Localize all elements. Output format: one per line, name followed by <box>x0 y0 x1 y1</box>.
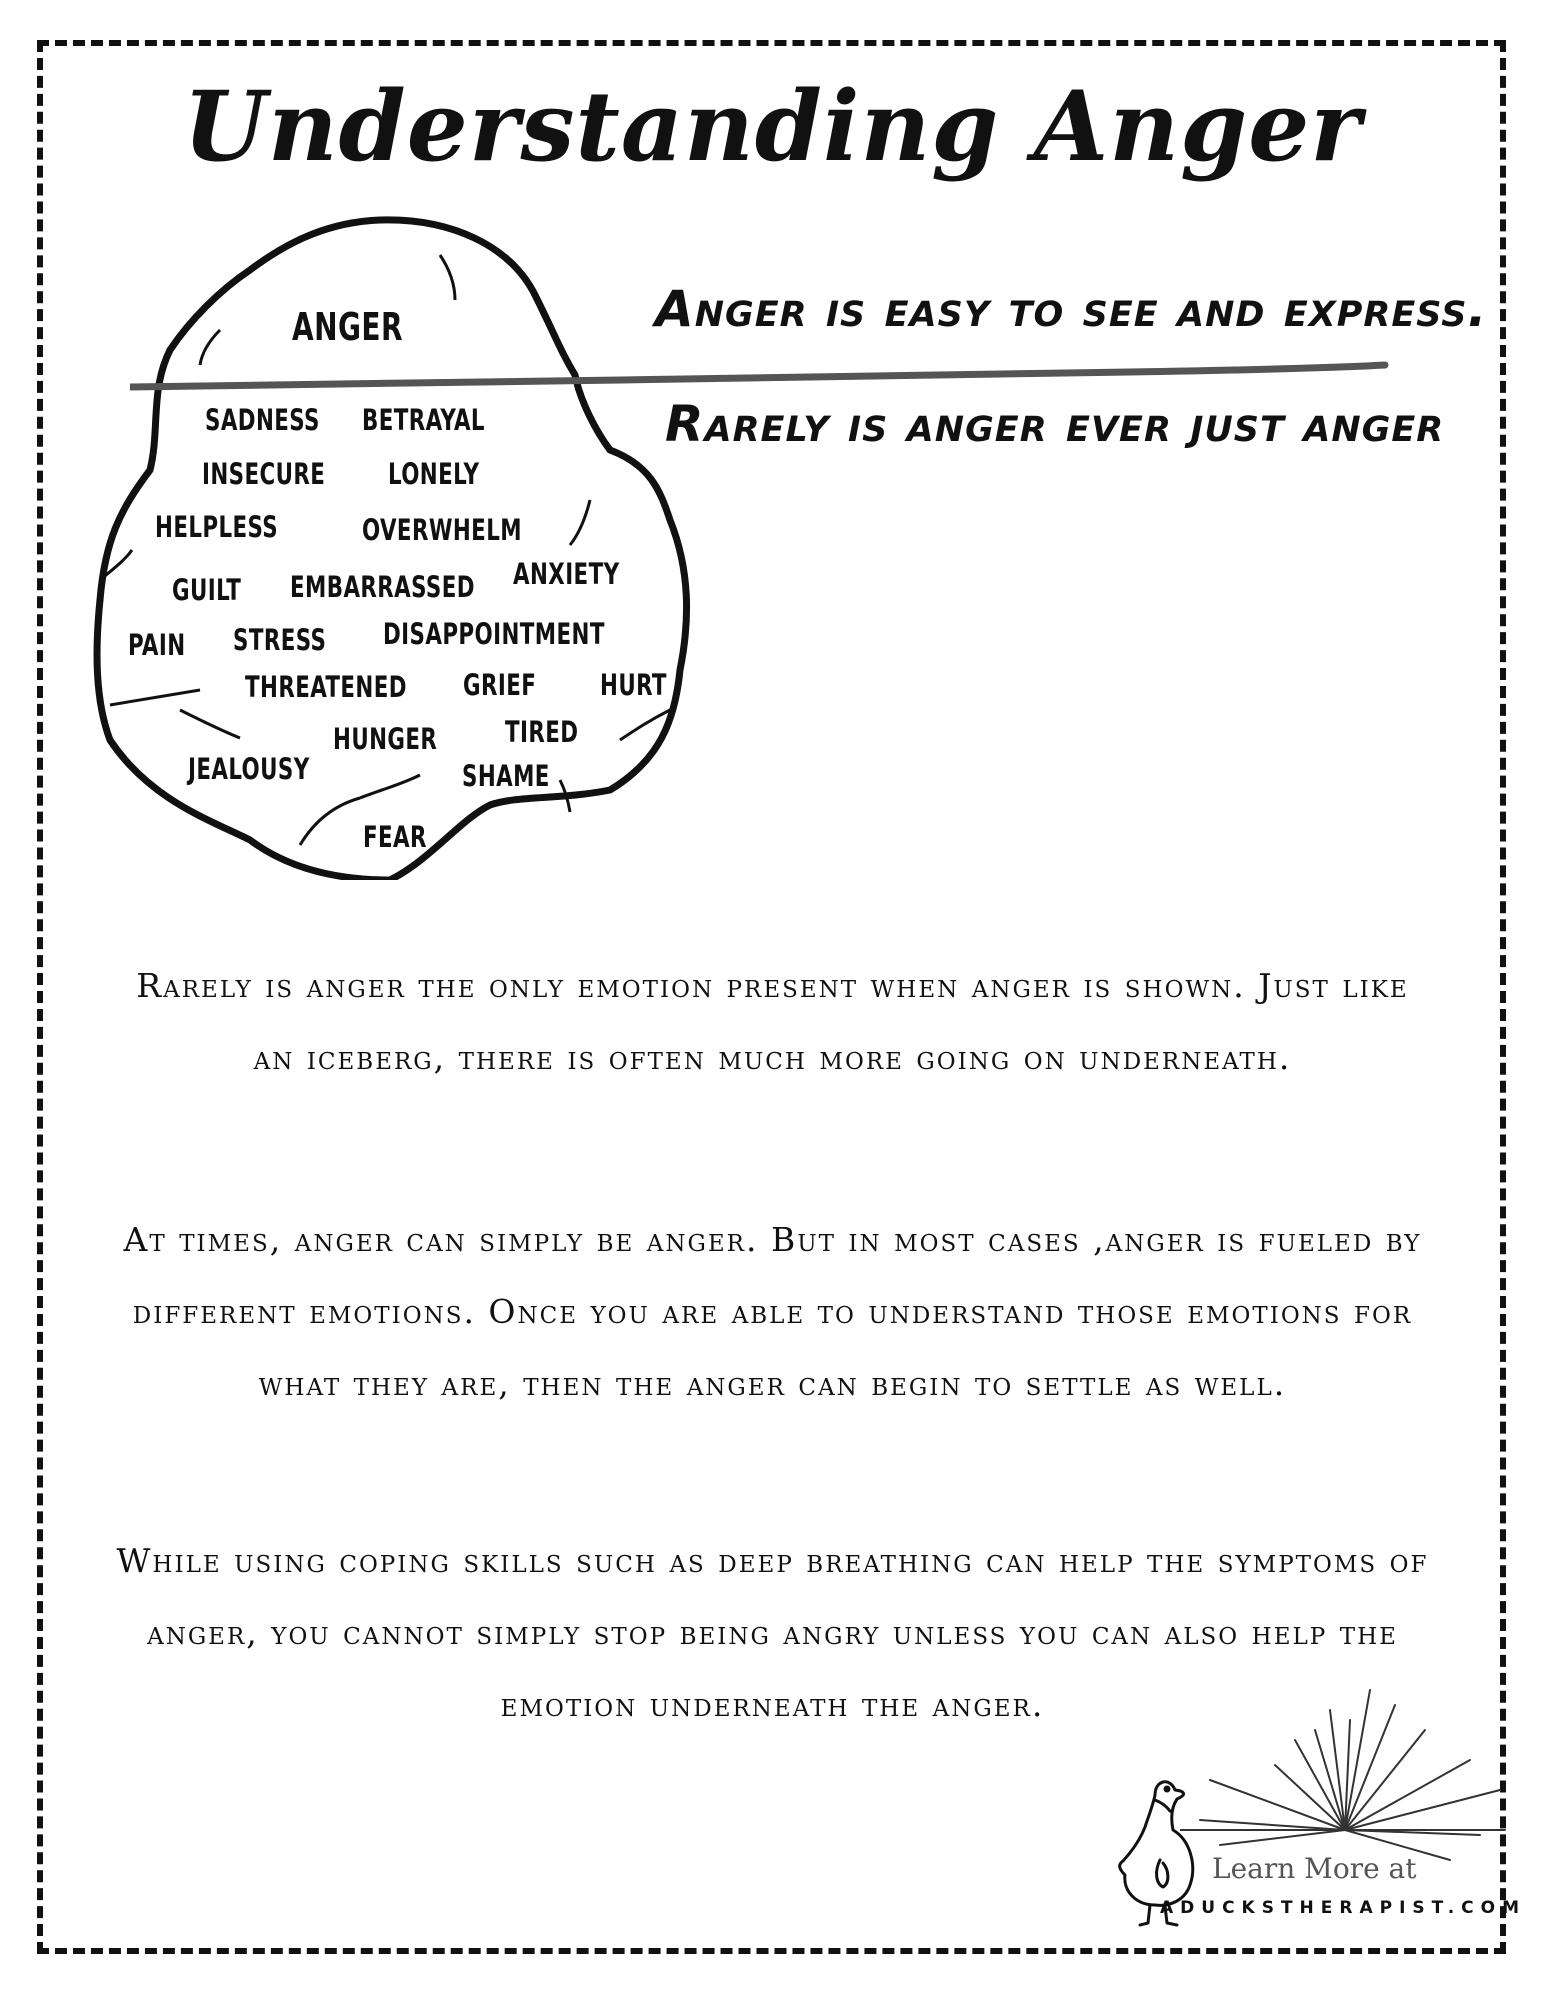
iceberg-anger-label: ANGER <box>292 305 403 349</box>
emotion-label: SHAME <box>462 759 550 793</box>
website-link[interactable]: ADUCKSTHERAPIST.COM <box>1160 1898 1526 1918</box>
emotion-label: FEAR <box>363 820 427 854</box>
paragraph-3: While using coping skills such as deep breathing can help the symptoms of anger, you cannot simply stop being angry unless you can also help the emotion underneath the anger. <box>116 1541 1429 1724</box>
page-title: Understanding Anger <box>183 70 1362 183</box>
emotion-label: GUILT <box>172 573 242 607</box>
emotion-label: INSECURE <box>202 457 326 491</box>
emotion-label: PAIN <box>128 628 186 662</box>
emotion-label: ANXIETY <box>513 557 620 591</box>
emotion-label: OVERWHELM <box>362 513 522 547</box>
emotion-label: GRIEF <box>463 668 537 702</box>
emotion-label: LONELY <box>388 457 480 491</box>
emotion-label: DISAPPOINTMENT <box>383 617 605 651</box>
emotion-label: SADNESS <box>205 403 320 437</box>
sunburst-icon <box>1180 1680 1510 1870</box>
paragraph-1: Rarely is anger the only emotion present when anger is shown. Just like an iceberg, there is often much more going on underneath. <box>136 966 1409 1077</box>
paragraph-2: At times, anger can simply be anger. But in most cases ,anger is fueled by different emotions. Once you are able to understand those emotions for what they are, then the anger can begin to settle as well. <box>123 1220 1422 1403</box>
emotion-label: HURT <box>600 668 667 702</box>
emotion-label: EMBARRASSED <box>290 570 475 604</box>
emotion-label: BETRAYAL <box>362 403 485 437</box>
learn-more-text: Learn More at <box>1212 1852 1417 1885</box>
emotion-label: HUNGER <box>333 722 438 756</box>
emotion-label: THREATENED <box>245 670 407 704</box>
waterline <box>130 340 1400 400</box>
emotion-label: JEALOUSY <box>188 752 310 786</box>
tagline-below-water: Rarely is anger ever just anger <box>665 395 1445 453</box>
emotion-label: TIRED <box>505 715 579 749</box>
emotion-label: HELPLESS <box>155 510 279 544</box>
tagline-above-water: Anger is easy to see and express. <box>655 280 1488 338</box>
emotion-label: STRESS <box>233 623 327 657</box>
